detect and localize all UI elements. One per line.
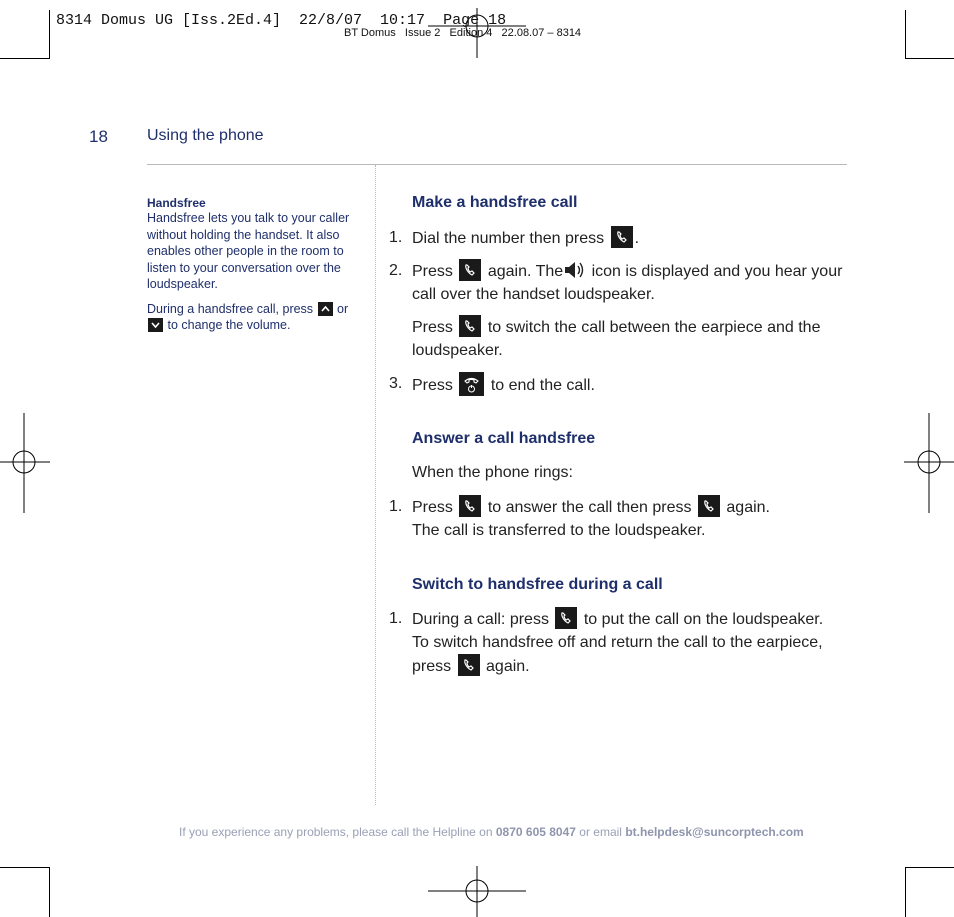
step-text: Press — [412, 263, 453, 280]
step-number: 1. — [389, 610, 403, 627]
sidebar-paragraph: Handsfree lets you talk to your caller without holding the handset. It also enables other people in the room to listen to your conversation over the loudspeaker. — [147, 211, 350, 291]
helpdesk-email: bt.helpdesk@suncorptech.com — [625, 825, 804, 839]
crop-mark — [905, 867, 954, 868]
step-number: 2. — [389, 262, 403, 279]
step-text: again. The — [487, 263, 564, 280]
step-text: loudspeaker. — [412, 342, 503, 359]
down-arrow-key-icon — [148, 318, 163, 332]
step-number: 3. — [389, 375, 403, 392]
crop-mark — [49, 867, 50, 917]
crop-mark — [0, 867, 49, 868]
talk-key-icon — [555, 607, 577, 629]
section-title: Using the phone — [147, 127, 264, 144]
talk-key-icon — [698, 495, 720, 517]
step-text: again. — [726, 499, 770, 516]
registration-mark-icon — [428, 866, 526, 917]
helpline-phone: 0870 605 8047 — [495, 825, 576, 839]
make-call-step-1 — [389, 226, 849, 250]
step-text: To switch handsfree off and return the call to the earpiece, — [412, 634, 823, 651]
step-text: Press — [412, 499, 453, 516]
sidebar-or-text: or — [337, 301, 349, 316]
step-text: to put the call on the loudspeaker. — [583, 611, 824, 628]
step-number: 1. — [389, 229, 403, 246]
helpline-footer — [179, 825, 804, 839]
slug-subline: BT Domus Issue 2 Edition 4 22.08.07 – 8314 — [344, 27, 582, 39]
talk-key-icon — [458, 654, 480, 676]
registration-mark-icon — [0, 413, 50, 513]
step-text: During a call: press — [412, 611, 549, 628]
sidebar-title: Handsfree — [147, 196, 206, 210]
heading-switch-handsfree: Switch to handsfree during a call — [412, 576, 663, 593]
crop-mark — [905, 10, 906, 59]
step-text: press — [412, 658, 452, 675]
talk-key-icon — [459, 315, 481, 337]
talk-key-icon — [459, 495, 481, 517]
footer-text: or email — [575, 825, 626, 839]
step-number: 1. — [389, 498, 403, 515]
make-call-step-2 — [389, 259, 849, 306]
header-rule — [147, 164, 847, 165]
step-text: Dial the number then press — [412, 230, 605, 247]
crop-mark — [905, 58, 954, 59]
step-text-end: . — [634, 230, 640, 247]
sidebar-volume-text: During a handsfree call, press — [147, 301, 314, 316]
sidebar-note — [147, 196, 362, 334]
answer-intro: When the phone rings: — [412, 464, 573, 481]
step-text: Press — [412, 377, 453, 394]
crop-mark — [0, 58, 49, 59]
step-text: to switch the call between the earpiece and the — [487, 319, 821, 336]
sidebar-volume-paragraph — [147, 301, 362, 334]
step-text: to end the call. — [490, 377, 595, 394]
step-text: call over the handset loudspeaker. — [412, 286, 655, 303]
step-text: Press — [412, 319, 453, 336]
step-text: icon is displayed and you hear your — [591, 263, 843, 280]
footer-text: If you experience any problems, please call the Helpline on — [179, 825, 496, 839]
talk-key-icon — [611, 226, 633, 248]
step-text: again. — [486, 658, 530, 675]
answer-step-1 — [389, 495, 849, 542]
make-call-step-3 — [389, 372, 849, 397]
slug-line: 8314 Domus UG [Iss.2Ed.4] 22/8/07 10:17 Page 18 — [56, 12, 507, 29]
column-divider — [375, 165, 376, 805]
step-text: to answer the call then press — [487, 499, 692, 516]
switch-step-1 — [389, 607, 849, 678]
crop-mark — [905, 867, 906, 917]
crop-mark — [49, 10, 50, 59]
speaker-icon — [563, 260, 587, 280]
heading-make-handsfree-call: Make a handsfree call — [412, 194, 578, 211]
registration-mark-icon — [904, 413, 954, 513]
sidebar-volume-text-end: to change the volume. — [167, 318, 291, 332]
make-call-step-2-note — [412, 315, 852, 362]
end-call-key-icon — [459, 372, 484, 396]
page-number: 18 — [89, 127, 108, 146]
up-arrow-key-icon — [318, 302, 333, 316]
talk-key-icon — [459, 259, 481, 281]
step-text: The call is transferred to the loudspeaker. — [412, 522, 706, 539]
heading-answer-handsfree: Answer a call handsfree — [412, 430, 596, 447]
